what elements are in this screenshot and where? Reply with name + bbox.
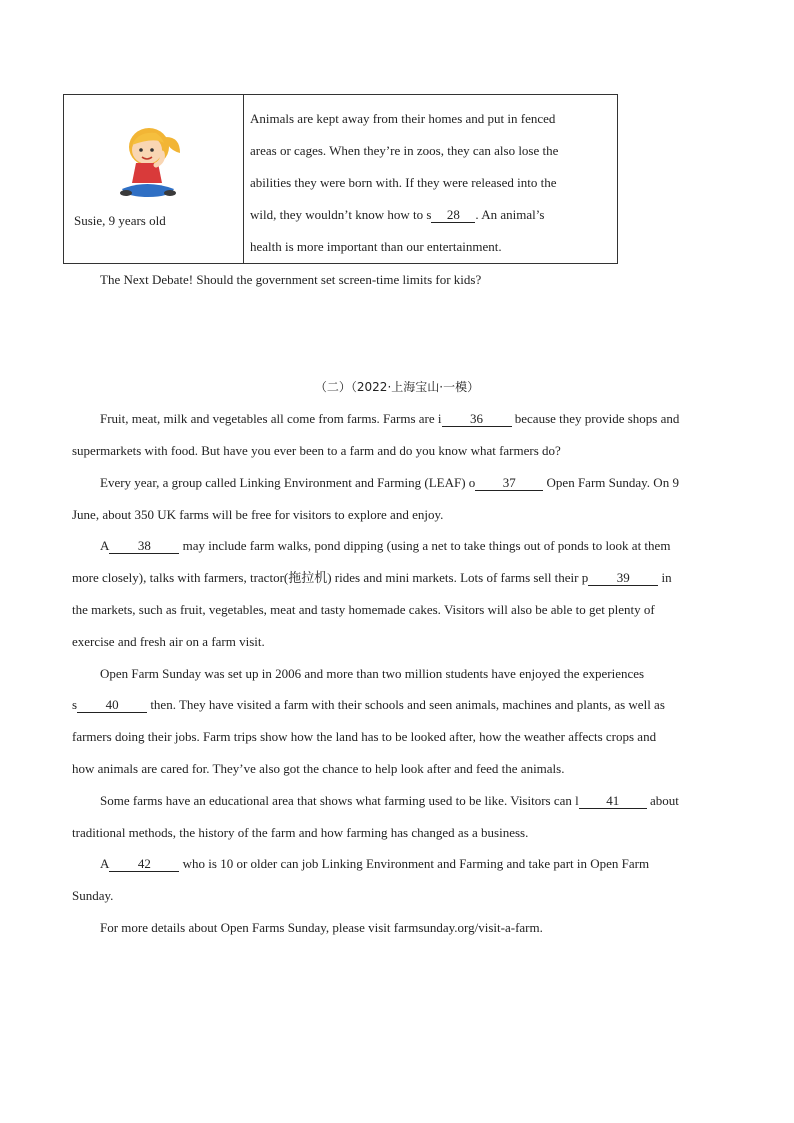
passage-line: exercise and fresh air on a farm visit.: [72, 634, 265, 649]
blank-36[interactable]: 36: [442, 412, 512, 427]
passage-line: Fruit, meat, milk and vegetables all come from farms. Farms are i 36 because they provide shops and: [100, 411, 680, 426]
next-debate-line: The Next Debate! Should the government set screen-time limits for kids?: [100, 272, 482, 287]
blank-39[interactable]: 39: [588, 571, 658, 586]
passage-line: Open Farm Sunday was set up in 2006 and more than two million students have enjoyed the experiences: [100, 666, 645, 681]
passage-line: Every year, a group called Linking Environment and Farming (LEAF) o 37 Open Farm Sunday. On 9: [100, 475, 679, 490]
opinion-line: abilities they were born with. If they were released into the: [250, 175, 557, 190]
passage-line: A 38 may include farm walks, pond dipping (using a net to take things out of ponds to look at them: [100, 538, 671, 553]
opinion-line: Animals are kept away from their homes and put in fenced: [250, 111, 556, 126]
passage-line: the markets, such as fruit, vegetables, meat and tasty homemade cakes. Visitors will also be able to get plenty of: [72, 602, 655, 617]
passage-line: June, about 350 UK farms will be free for visitors to explore and enjoy.: [72, 507, 444, 522]
passage-line: supermarkets with food. But have you ever been to a farm and do you know what farmers do?: [72, 443, 561, 458]
opinion-table: [63, 94, 618, 264]
passage-line: more closely), talks with farmers, tractor(拖拉机) rides and mini markets. Lots of farms sell their p 39 in: [72, 570, 672, 585]
passage-line: Sunday.: [72, 888, 114, 903]
speaker-caption: Susie, 9 years old: [74, 213, 166, 228]
blank-38[interactable]: 38: [109, 539, 179, 554]
section-heading: （二）（2022·上海宝山·一模）: [314, 380, 480, 394]
passage-line: Some farms have an educational area that shows what farming used to be like. Visitors can l 41 about: [100, 793, 679, 808]
opinion-speaker-cell: [64, 95, 244, 263]
opinion-line: wild, they wouldn’t know how to s 28 . An animal’s: [250, 207, 545, 222]
blank-40[interactable]: 40: [77, 698, 147, 713]
blank-41[interactable]: 41: [579, 794, 647, 809]
opinion-line: health is more important than our entertainment.: [250, 239, 502, 254]
passage-line: how animals are cared for. They’ve also got the chance to help look after and feed the animals.: [72, 761, 565, 776]
passage-line: traditional methods, the history of the farm and how farming has changed as a business.: [72, 825, 529, 840]
opinion-text: [250, 103, 606, 263]
passage-line: For more details about Open Farms Sunday, please visit farmsunday.org/visit-a-farm.: [100, 920, 543, 935]
passage-line: A 42 who is 10 or older can job Linking Environment and Farming and take part in Open Farm: [100, 856, 650, 871]
blank-42[interactable]: 42: [109, 857, 179, 872]
girl-illustration: [104, 123, 194, 203]
passage-line: s 40 then. They have visited a farm with their schools and seen animals, machines and plants, as well as: [72, 697, 665, 712]
blank-37[interactable]: 37: [475, 476, 543, 491]
opinion-line: areas or cages. When they’re in zoos, they can also lose the: [250, 143, 559, 158]
passage-line: farmers doing their jobs. Farm trips show how the land has to be looked after, how the weather affects crops and: [72, 729, 657, 744]
blank-28[interactable]: 28: [431, 208, 475, 223]
